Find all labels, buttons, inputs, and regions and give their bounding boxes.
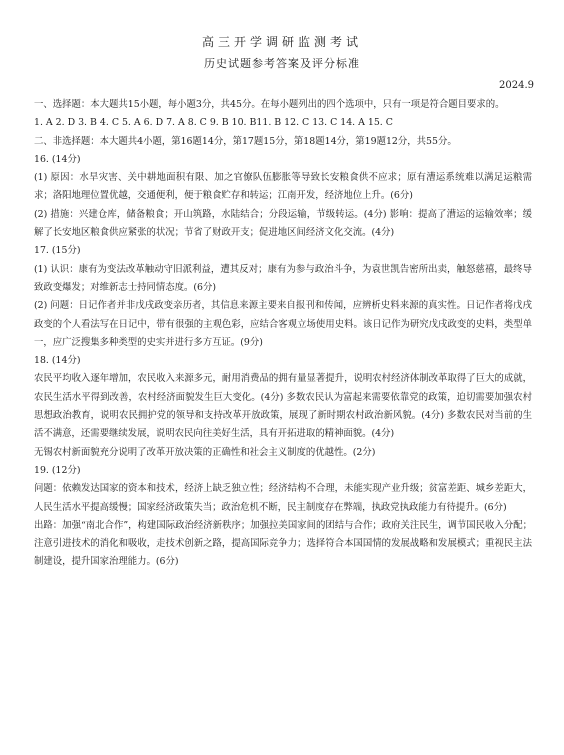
q16-part2: (2) 措施：兴建仓库，储备粮食；开山筑路，水陆结合；分段运输，节级转运。(4分) 影响：提高了漕运的运输效率；缓解了长安地区粮食供应紧张的状况；节省了财政开支；促进地区间经济文化交流。(4分) bbox=[34, 208, 532, 239]
q18-part2: 无锡农村新面貌充分说明了改革开放决策的正确性和社会主义制度的优越性。(2分) bbox=[34, 446, 376, 458]
section1-answers: 1. A 2. D 3. B 4. C 5. A 6. D 7. A 8. C 9. B 10. B11. B 12. C 13. C 14. A 15. C bbox=[34, 117, 393, 129]
exam-date: 2024.9 bbox=[499, 80, 534, 91]
page-subtitle: 历史试题参考答案及评分标准 bbox=[204, 57, 360, 70]
q19-part1: 问题：依赖发达国家的资本和技术，经济上缺乏独立性；经济结构不合理，未能实现产业升级；贫富差距、城乡差距大，人民生活水平提高缓慢；国家经济政策失当；政治危机不断，民主制度存在弊端，执政党执政能力有待提升。(6分) bbox=[34, 483, 532, 513]
q19-label: 19. (12分) bbox=[34, 464, 81, 476]
q16-part1: (1) 原因：水旱灾害、关中耕地面积有限、加之官僚队伍膨胀等导致长安粮食供不应求；原有漕运系统难以满足运粮需求；洛阳地理位置优越，交通便利，便于粮食贮存和转运；江南开发，经济地位上升。(6分) bbox=[34, 172, 532, 202]
q17-label: 17. (15分) bbox=[34, 245, 81, 257]
q18-label: 18. (14分) bbox=[34, 355, 81, 367]
q18-part1: 农民平均收入逐年增加，农民收入来源多元，耐用消费品的拥有量显著提升，说明农村经济体制改革取得了巨大的成就，农民生活水平得到改善，农村经济面貌发生巨大变化。(4分) 多数农民认为富起来需要依靠党的政策，迫切需要加强农村思想政治教育，说明农民拥护党的领导和支持改革开放政策，展现了新时期农村政治新风貌。(4分) 多数农民对当前的生活不满意，还需要继续发展，说明农民向往美好生活，具有开拓进取的精神面貌。(4分) bbox=[34, 373, 532, 440]
section1-heading: 一、选择题：本大题共15小题，每小题3分，共45分。在每小题列出的四个选项中，只有一项是符合题目要求的。 bbox=[34, 99, 505, 110]
answer-body bbox=[34, 96, 532, 572]
q16-label: 16. (14分) bbox=[34, 153, 81, 165]
q19-part2: 出路：加强“南北合作”，构建国际政治经济新秩序；加强拉美国家间的团结与合作；政府关注民生，调节国民收入分配；注意引进技术的消化和吸收，走技术创新之路，提高国际竞争力；选择符合本国国情的发展战略和发展模式；重视民主法制建设，提升国家治理能力。(6分) bbox=[34, 519, 532, 568]
section2-heading: 二、非选择题：本大题共4小题，第16题14分，第17题15分，第18题14分，第19题12分，共55分。 bbox=[34, 135, 457, 147]
q17-part2: (2) 问题：日记作者并非戊戌政变亲历者，其信息来源主要来自报刊和传闻，应辨析史料来源的真实性。日记作者将戊戌政变的个人看法写在日记中，带有很强的主观色彩，应结合客观立场使用史料。该日记作为研究戊戌政变的史料，类型单一，应广泛搜集多种类型的史实并进行多方互证。(9分) bbox=[34, 300, 532, 348]
page-title: 高三开学调研监测考试 bbox=[201, 35, 362, 49]
q17-part1: (1) 认识：康有为变法改革触动守旧派利益，遭其反对；康有为参与政治斗争，为袁世凯告密所出卖，触怒慈禧，最终导致政变爆发；对维新志士持同情态度。(6分) bbox=[34, 263, 532, 293]
